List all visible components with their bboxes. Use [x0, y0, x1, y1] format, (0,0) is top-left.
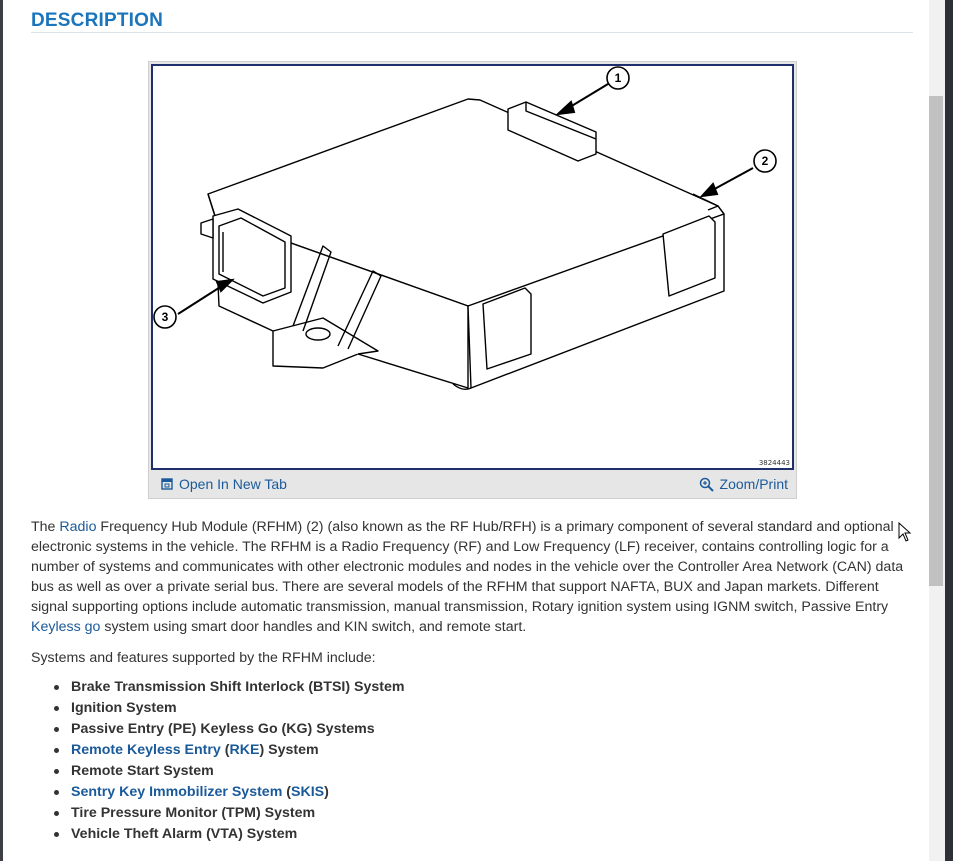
- open-in-new-tab-link[interactable]: [161, 476, 287, 492]
- list-item: [31, 677, 405, 698]
- para-text-end: system using smart door handles and KIN switch, and remote start.: [100, 619, 527, 635]
- scrollbar-thumb[interactable]: [929, 96, 943, 586]
- feature-btsi: Brake Transmission Shift Interlock (BTSI) System: [71, 679, 405, 695]
- para-text-body: Frequency Hub Module (RFHM) (2) (also known as the RF Hub/RFH) is a primary component of several standard and optional electronic systems in the vehicle. The RFHM is a Radio Frequency (RF) and Low Frequency (LF) receiver, contains controlling logic for a number of systems and communicates with other electronic modules and nodes in the vehicle over the Controller Area Network (CAN) data bus as well as over a private serial bus. There are several models of the RFHM that support NAFTA, BUX and Japan markets. Different signal supporting options include automatic transmission, manual transmission, Rotary ignition system using IGNM switch, Passive Entry: [31, 519, 904, 615]
- para-text-start: The: [31, 519, 60, 535]
- callout-1: 1: [614, 71, 622, 85]
- feature-tpm: Tire Pressure Monitor (TPM) System: [71, 805, 316, 821]
- sentry-key-link[interactable]: Sentry Key Immobilizer System: [71, 784, 283, 800]
- feature-vta: Vehicle Theft Alarm (VTA) System: [71, 826, 298, 842]
- feature-ignition: Ignition System: [71, 700, 177, 716]
- features-list: [31, 677, 405, 845]
- feature-skis-suffix: ): [324, 784, 329, 800]
- list-item: [31, 740, 405, 761]
- list-item: [31, 803, 405, 824]
- skis-link[interactable]: SKIS: [291, 784, 325, 800]
- feature-rke-suffix: ) System: [259, 742, 319, 758]
- feature-rke-paren: (: [220, 742, 230, 758]
- radio-link[interactable]: Radio: [59, 519, 97, 535]
- callout-2: 2: [761, 154, 769, 168]
- zoom-print-link[interactable]: [699, 476, 788, 492]
- list-item: [31, 719, 405, 740]
- list-item: [31, 761, 405, 782]
- zoom-print-label: Zoom/Print: [719, 476, 788, 492]
- title-divider: [31, 32, 913, 33]
- figure-container: [148, 61, 797, 499]
- window-left-edge: [0, 0, 3, 861]
- window-right-edge: [945, 0, 953, 861]
- figure-id: 3824443: [758, 459, 790, 467]
- rfhm-drawing: [153, 66, 792, 468]
- mouse-cursor-icon: [898, 522, 912, 542]
- open-in-new-tab-label: Open In New Tab: [179, 476, 287, 492]
- figure-toolbar: [149, 472, 796, 498]
- list-item: [31, 782, 405, 803]
- feature-passive-entry: Passive Entry (PE) Keyless Go (KG) Systems: [71, 721, 375, 737]
- remote-keyless-entry-link[interactable]: Remote Keyless Entry: [71, 742, 221, 758]
- keyless-go-link[interactable]: Keyless go: [31, 619, 101, 635]
- feature-skis-paren: (: [282, 784, 291, 800]
- description-paragraph: [31, 517, 913, 637]
- section-title: DESCRIPTION: [31, 10, 164, 31]
- zoom-icon: [699, 477, 714, 492]
- feature-remote-start: Remote Start System: [71, 763, 214, 779]
- list-item: [31, 824, 405, 845]
- list-item: [31, 698, 405, 719]
- rke-link[interactable]: RKE: [229, 742, 260, 758]
- systems-intro: Systems and features supported by the RFHM include:: [31, 650, 376, 666]
- module-illustration[interactable]: [151, 64, 794, 470]
- callout-3: 3: [161, 310, 169, 324]
- open-new-tab-icon: [161, 478, 173, 490]
